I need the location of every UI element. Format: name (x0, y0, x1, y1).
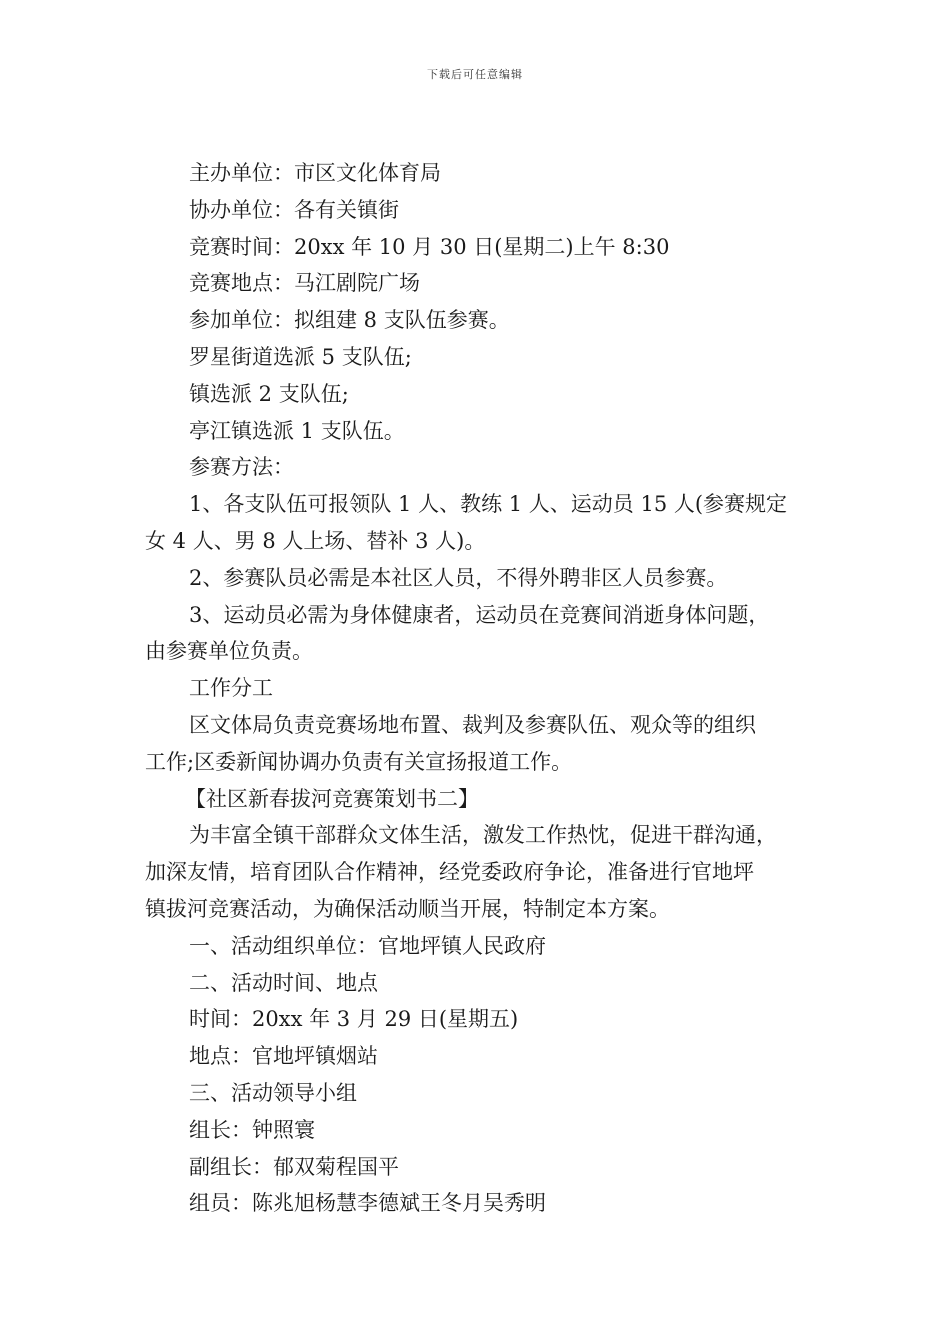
section-label: 工作分工 (189, 676, 273, 701)
paragraph-line: 参加单位：拟组建 8 支队伍参赛。 (189, 308, 510, 333)
paragraph-line: 女 4 人、男 8 人上场、替补 3 人)。 (145, 528, 486, 553)
paragraph-line: 副组长：郁双菊程国平 (189, 1154, 399, 1179)
paragraph-line: 竞赛时间：20xx 年 10 月 30 日(星期二)上午 8:30 (189, 234, 670, 259)
paragraph-line: 镇拔河竞赛活动，为确保活动顺当开展，特制定本方案。 (145, 896, 670, 921)
paragraph-line: 组长：钟照寰 (189, 1117, 315, 1142)
paragraph-line: 罗星街道选派 5 支队伍; (189, 344, 412, 369)
section-label: 参赛方法： (189, 455, 294, 480)
paragraph-line: 亭江镇选派 1 支队伍。 (189, 418, 405, 443)
paragraph-line: 2、参赛队员必需是本社区人员，不得外聘非区人员参赛。 (189, 565, 728, 590)
paragraph-line: 地点：官地坪镇烟站 (189, 1044, 378, 1069)
document-body (145, 155, 825, 1222)
section-heading: 一、活动组织单位：官地坪镇人民政府 (189, 933, 546, 958)
paragraph-line: 组员：陈兆旭杨慧李德斌王冬月吴秀明 (189, 1191, 546, 1216)
paragraph-line: 为丰富全镇干部群众文体生活，激发工作热忱，促进干群沟通， (189, 823, 777, 848)
paragraph-line: 由参赛单位负责。 (145, 639, 313, 664)
paragraph-line: 1、各支队伍可报领队 1 人、教练 1 人、运动员 15 人(参赛规定 (189, 492, 788, 517)
section-title: 【社区新春拔河竞赛策划书二】 (185, 786, 479, 811)
paragraph-line: 时间：20xx 年 3 月 29 日(星期五) (189, 1007, 519, 1032)
paragraph-line: 竞赛地点：马江剧院广场 (189, 271, 420, 296)
section-heading: 二、活动时间、地点 (189, 970, 378, 995)
paragraph-line: 3、运动员必需为身体健康者，运动员在竞赛间消逝身体问题， (189, 602, 770, 627)
section-heading: 三、活动领导小组 (189, 1080, 357, 1105)
paragraph-line: 加深友情，培育团队合作精神，经党委政府争论，准备进行官地坪 (145, 860, 754, 885)
paragraph-line: 协办单位：各有关镇街 (189, 197, 399, 222)
paragraph-line: 区文体局负责竞赛场地布置、裁判及参赛队伍、观众等的组织 (189, 712, 756, 737)
paragraph-line: 工作;区委新闻协调办负责有关宣扬报道工作。 (145, 749, 573, 774)
paragraph-line: 主办单位：市区文化体育局 (189, 161, 441, 185)
paragraph-line: 镇选派 2 支队伍; (189, 381, 349, 406)
page-header: 下载后可任意编辑 (427, 68, 523, 81)
